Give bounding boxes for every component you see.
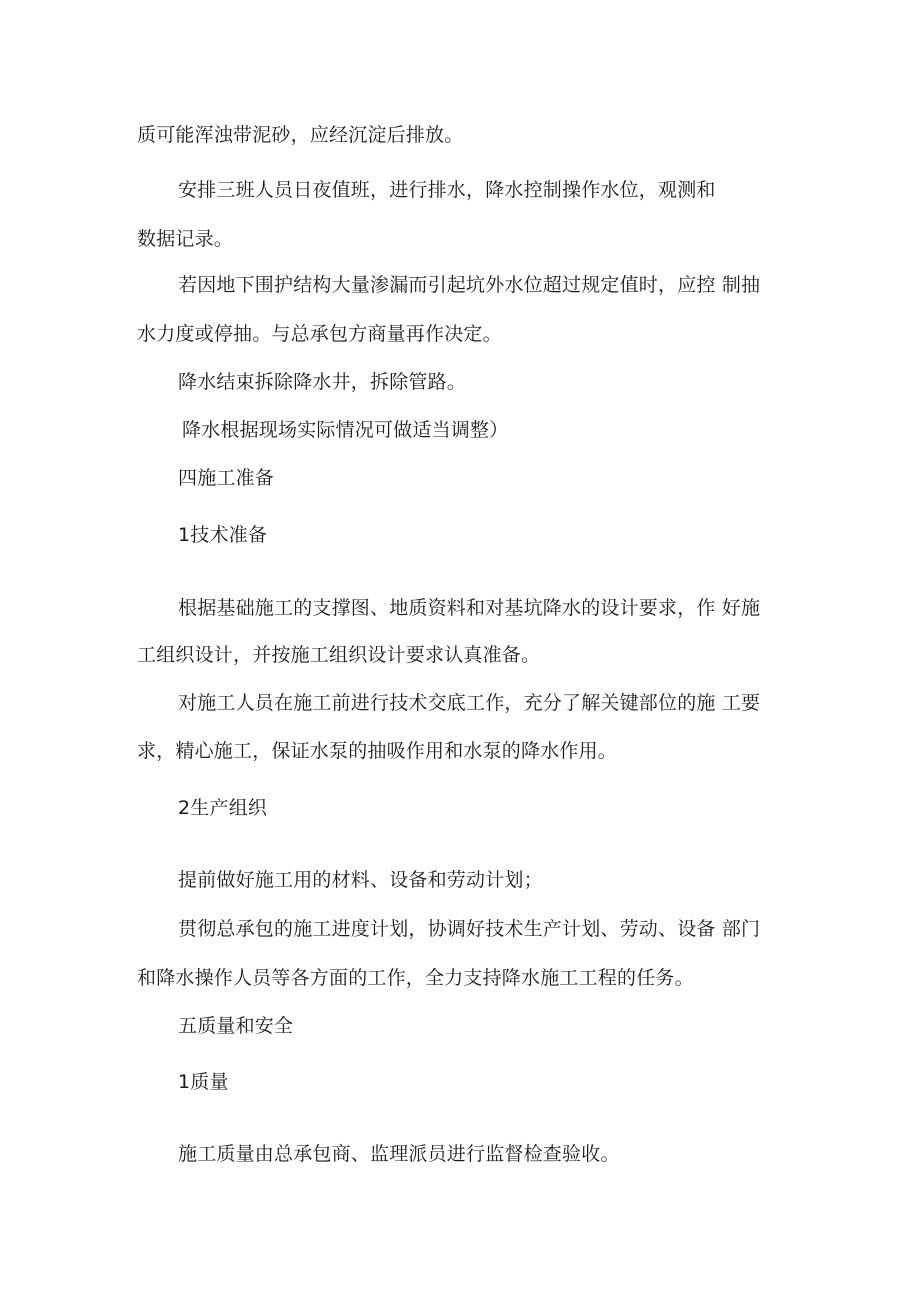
text-line-3: 数据记录。: [137, 228, 234, 250]
text-line-11: 工组织设计，并按施工组织设计要求认真准备。: [137, 644, 541, 666]
text-line-12: 对施工人员在施工前进行技术交底工作，充分了解关键部位的施 工要: [178, 692, 761, 714]
text-line-7: 降水根据现场实际情况可做适当调整）: [182, 419, 509, 441]
section-heading-5: 五质量和安全: [178, 1015, 294, 1037]
text-line-15: 提前做好施工用的材料、设备和劳动计划；: [178, 869, 543, 891]
text-line-2: 安排三班人员日夜值班，进行排水，降水控制操作水位，观测和: [178, 179, 716, 201]
text-line-6: 降水结束拆除降水井，拆除管路。: [178, 371, 467, 393]
text-line-1: 质可能浑浊带泥砂，应经沉淀后排放。: [137, 124, 464, 146]
subsection-heading-1: 1技术准备: [178, 524, 268, 546]
text-line-17: 和降水操作人员等各方面的工作，全力支持降水施工工程的任务。: [137, 967, 694, 989]
section-heading-4: 四施工准备: [178, 467, 275, 489]
text-line-5: 水力度或停抽。与总承包方商量再作决定。: [137, 323, 502, 345]
text-line-20: 施工质量由总承包商、监理派员进行监督检查验收。: [178, 1143, 620, 1165]
subsection-heading-2: 2生产组织: [178, 797, 268, 819]
text-line-10: 根据基础施工的支撑图、地质资料和对基坑降水的设计要求，作 好施: [178, 597, 761, 619]
text-line-4: 若因地下围护结构大量渗漏而引起坑外水位超过规定值时，应控 制抽: [178, 274, 761, 296]
subsection-heading-1-quality: 1质量: [178, 1071, 229, 1093]
text-line-16: 贯彻总承包的施工进度计划，协调好技术生产计划、劳动、设备 部门: [178, 918, 761, 940]
text-line-13: 求，精心施工，保证水泵的抽吸作用和水泵的降水作用。: [137, 740, 618, 762]
